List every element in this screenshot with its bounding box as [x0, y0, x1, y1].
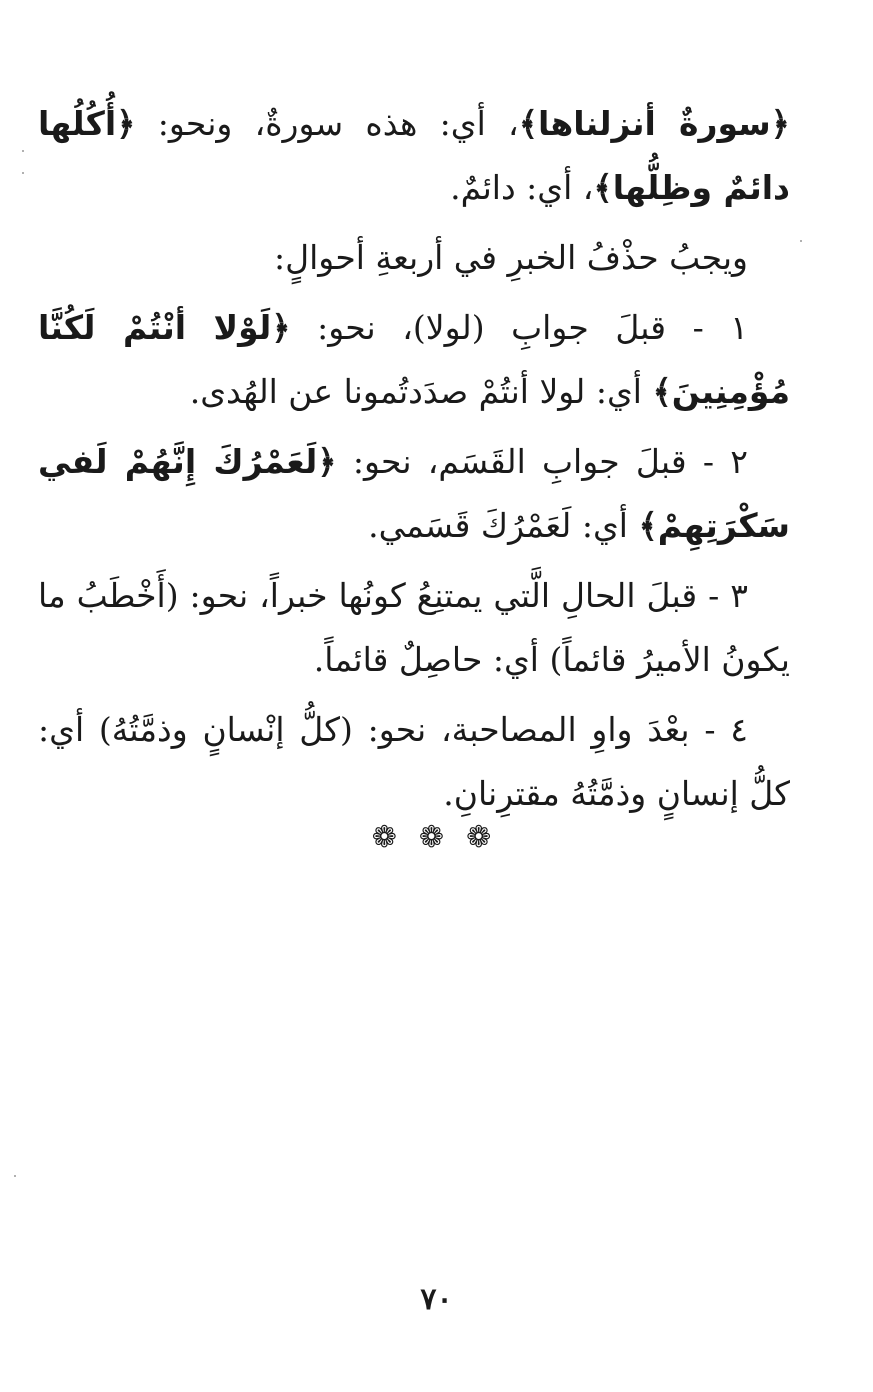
text-segment: ٤ - بعْدَ واوِ المصاحبة، نحو: (كلُّ إنْسانٍ وذمَّتُهُ) أي: كلُّ إنسانٍ وذمَّتُهُ مقترِنانِ. — [38, 710, 790, 813]
paragraph-case-4 — [38, 698, 790, 826]
text-segment: ، أي: هذه سورةٌ، ونحو: — [135, 104, 519, 143]
page-number: ٧٠ — [420, 1282, 453, 1317]
text-segment: أي: لولا أنتُمْ صدَدتُمونا عن الهُدى. — [189, 372, 653, 411]
text-segment: أي: لَعَمْرُكَ قَسَمي. — [368, 506, 639, 545]
scan-speck — [22, 172, 24, 174]
quran-quote: ﴿سورةٌ أنزلناها﴾ — [518, 104, 790, 143]
flower-ornament-icon: ❁ — [466, 820, 502, 855]
quran-quote: ﴿لَوْلا أنْتُمْ لَكُنَّا مُؤْمِنِينَ﴾ — [38, 308, 790, 411]
paragraph-case-3 — [38, 564, 790, 692]
flower-ornament-icon: ❁ — [418, 820, 455, 855]
text-segment: ١ - قبلَ جوابِ (لولا)، نحو: — [290, 308, 748, 347]
page-body — [38, 92, 790, 832]
text-segment: ويجبُ حذْفُ الخبرِ في أربعةِ أحوالٍ: — [274, 238, 748, 277]
flower-ornament-icon: ❁ — [371, 820, 407, 855]
quran-quote: ﴿لَعَمْرُكَ إِنَّهُمْ لَفي سَكْرَتِهِمْ﴾ — [38, 442, 790, 545]
text-segment: ٢ - قبلَ جوابِ القَسَم، نحو: — [336, 442, 749, 481]
paragraph-heading — [38, 226, 790, 290]
scan-speck — [800, 240, 802, 242]
quran-quote: ﴿أُكُلُها دائمٌ وظِلُّها﴾ — [38, 104, 790, 207]
paragraph-intro — [38, 92, 790, 220]
text-segment: ٣ - قبلَ الحالِ الَّتي يمتنِعُ كونُها خبراً، نحو: (أَخْطَبُ ما يكونُ الأميرُ قائماً) أي: حاصِلٌ قائماً. — [38, 576, 790, 679]
text-segment: ، أي: دائمٌ. — [450, 168, 594, 207]
scan-speck — [14, 1175, 16, 1177]
scan-speck — [22, 150, 24, 152]
section-divider — [0, 820, 873, 855]
paragraph-case-1 — [38, 296, 790, 424]
paragraph-case-2 — [38, 430, 790, 558]
